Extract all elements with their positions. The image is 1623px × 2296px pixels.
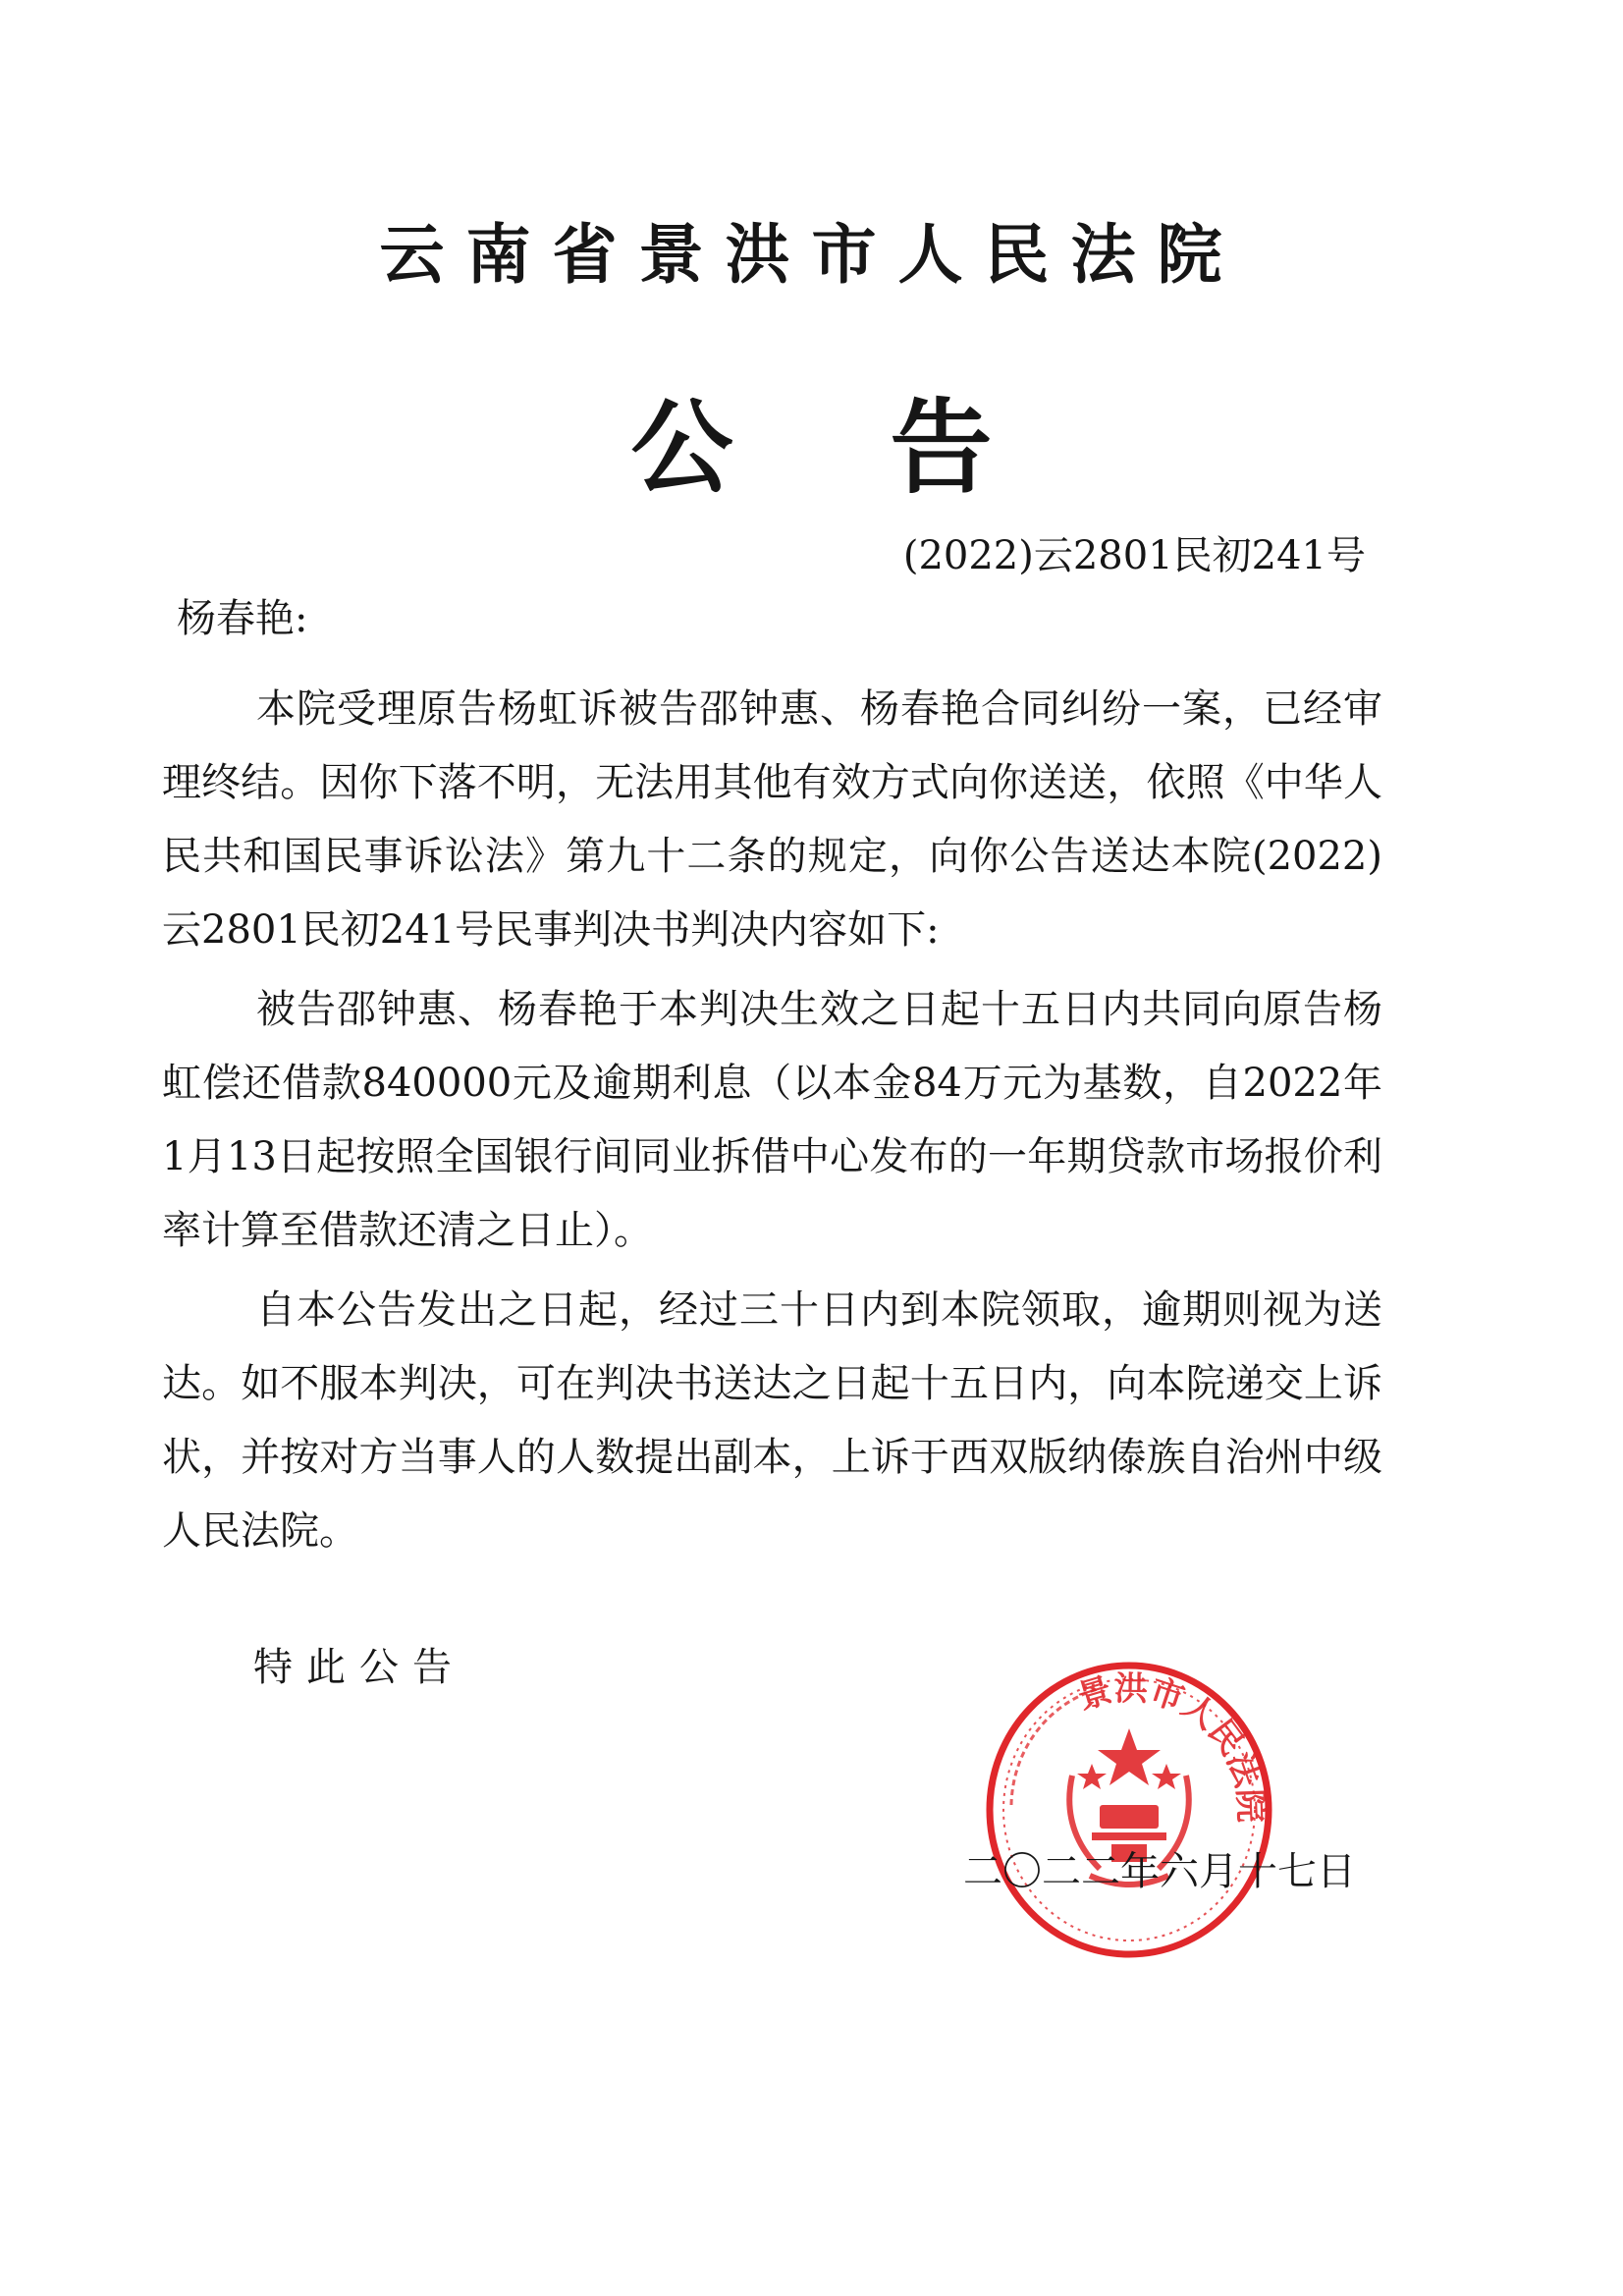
document-title: 公告: [630, 387, 1150, 508]
paragraph-judgment: 被告邵钟惠、杨春艳于本判决生效之日起十五日内共同向原告杨虹偿还借款840000元及逾期利息（以本金84万元为基数，自2022年1月13日起按照全国银行间同业拆借中心发布的一年期贷款市场报价利率计算至借款还清之日止）。: [162, 987, 1382, 1253]
issue-date: 二〇二二年六月十七日: [963, 1849, 1356, 1894]
notice-body: [162, 673, 1382, 1574]
court-seal-icon: [982, 1658, 1276, 1962]
paragraph-case-summary: 本院受理原告杨虹诉被告邵钟惠、杨春艳合同纠纷一案，已经审理终结。因你下落不明，无法用其他有效方式向你送送，依照《中华人民共和国民事诉讼法》第九十二条的规定，向你公告送达本院(2022)云2801民初241号民事判决书判决内容如下:: [162, 686, 1382, 953]
closing-statement: 特此公告: [253, 1645, 465, 1690]
paragraph-service-appeal: 自本公告发出之日起，经过三十日内到本院领取，逾期则视为送达。如不服本判决，可在判决书送达之日起十五日内，向本院递交上诉状，并按对方当事人的人数提出副本，上诉于西双版纳傣族自治州中级人民法院。: [162, 1287, 1382, 1554]
svg-text:景洪市人民法院: [1073, 1669, 1270, 1824]
case-number: (2022)云2801民初241号: [902, 533, 1366, 578]
addressee: 杨春艳:: [177, 596, 308, 641]
court-name: 云南省景洪市人民法院: [379, 216, 1244, 293]
seal-text: 景洪市人民法院: [1073, 1668, 1271, 1824]
